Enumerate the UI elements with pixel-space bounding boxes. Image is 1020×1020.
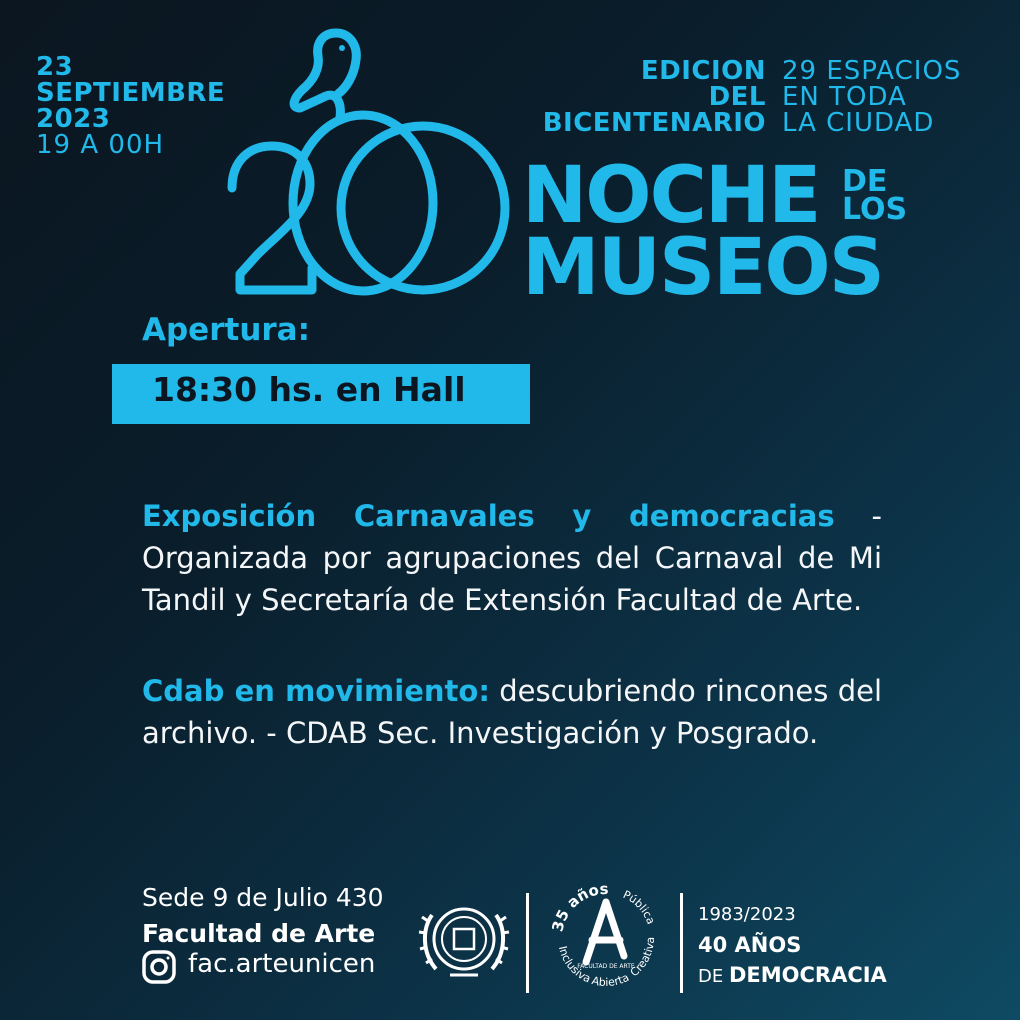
svg-text:Abierta	[590, 971, 631, 989]
date-hours: 19 A 00H	[36, 130, 165, 160]
title-de: DE	[842, 164, 888, 199]
seal-word-inclusiva: Inclusiva	[555, 944, 593, 986]
spaces-line: EN TODA	[782, 82, 907, 112]
opening-time-place: 18:30 hs. en Hall	[152, 370, 466, 409]
date-day: 23	[36, 52, 74, 82]
seal-word-creativa: Creativa	[627, 936, 658, 980]
title-noche: NOCHE	[522, 151, 820, 241]
activity-text: Organizada por agrupaciones del Carnaval de Mi Tandil y Secretaría de Extensión Facultad de Arte.	[142, 541, 882, 617]
instagram-handle[interactable]: fac.arteunicen	[188, 949, 376, 979]
svg-text:Creativa	[628, 936, 657, 979]
activity-title: Exposición Carnavales y democracias	[142, 499, 835, 533]
spaces-line: LA CIUDAD	[782, 108, 935, 138]
divider	[526, 893, 529, 993]
divider	[680, 893, 683, 993]
venue-address: Sede 9 de Julio 430	[142, 883, 384, 912]
bird-icon	[294, 33, 356, 118]
venue-info	[142, 880, 384, 952]
activity-text: descubriendo rincones del archivo. - CDAB Sec. Investigación y Posgrado.	[142, 674, 883, 750]
svg-text:Pública	[621, 888, 658, 926]
democracy-word: DEMOCRACIA	[728, 963, 887, 987]
activity-separator	[490, 674, 499, 708]
bicentenario-200-logo	[218, 28, 518, 303]
activity-separator: -	[834, 499, 882, 533]
instagram-icon[interactable]	[142, 950, 176, 984]
spaces-line: 29 ESPACIOS	[782, 56, 962, 86]
venue-faculty: Facultad de Arte	[142, 919, 376, 948]
date-year: 2023	[36, 104, 111, 134]
activity-title: Cdab en movimiento:	[142, 674, 490, 708]
activity-cdab	[142, 670, 882, 754]
title-de-los	[842, 164, 908, 227]
seal-center-text: FACULTAD DE ARTE	[577, 963, 635, 970]
seal-word-publica: Pública	[620, 887, 658, 927]
edition-line: BICENTENARIO	[542, 108, 766, 138]
democracy-badge	[698, 900, 887, 992]
title-los: LOS	[842, 192, 908, 227]
date-month: SEPTIEMBRE	[36, 78, 226, 108]
seal-anniversary: 35 años	[548, 879, 609, 934]
university-seal-icon	[414, 895, 514, 985]
seal-word-abierta: Abierta	[590, 970, 632, 990]
democracy-years: 1983/2023	[698, 904, 796, 925]
title-museos: MUSEOS	[522, 223, 883, 313]
edition-line: EDICION	[640, 56, 766, 86]
opening-label: Apertura:	[142, 312, 310, 348]
anniversary-seal-icon	[544, 876, 668, 1000]
spaces-label	[782, 58, 961, 136]
democracy-40-years: 40 AÑOS	[698, 933, 802, 957]
edition-line: DEL	[708, 82, 766, 112]
event-date	[36, 54, 225, 158]
activity-exposicion	[142, 495, 882, 621]
democracy-de: DE	[698, 966, 724, 987]
edition-label	[520, 58, 766, 136]
